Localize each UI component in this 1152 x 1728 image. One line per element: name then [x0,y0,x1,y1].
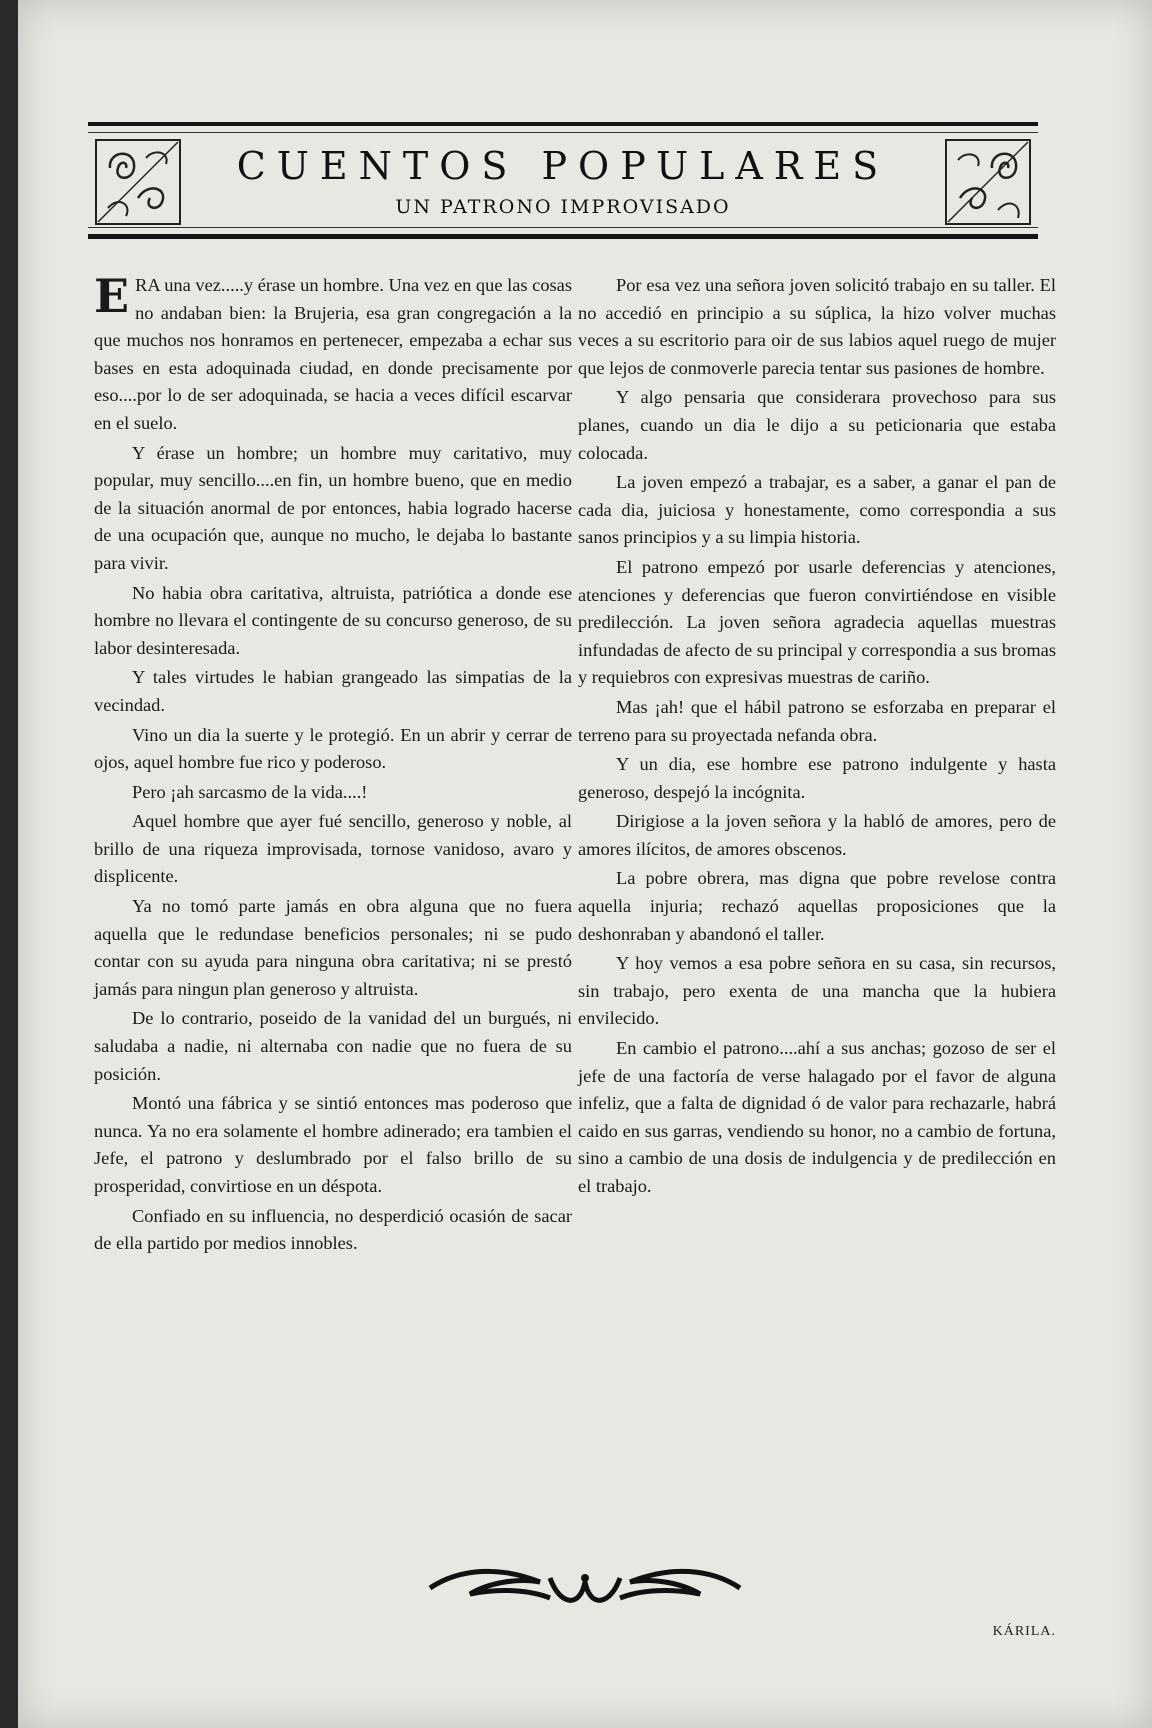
magazine-page [18,0,1152,1728]
paragraph [94,269,572,438]
paragraph: Y tales virtudes le habian grangeado las simpatias de la vecindad. [94,667,572,715]
article-subtitle: UN PATRONO IMPROVISADO [395,196,731,218]
paragraph-text: RA una vez.....y érase un hombre. Una vez en que las cosas no andaban bien: la Brujeria, esa gran congregación a la que muchos nos honramos en pertenecer, empezaba a echar sus bases en esta adoquinada ciudad, en donde precisamente por eso....por lo de ser adoquinada, se hacia a veces difícil escarvar en el suelo. [94,275,572,433]
article-column-right [578,272,1056,1203]
article-column-left [94,269,572,1260]
paragraph: En cambio el patrono....ahí a sus anchas; gozoso de ser el jefe de una factoría de verse halagado por el favor de alguna infeliz, que a falta de dignidad ó de valor para rechazarle, habrá caido en sus garras, vendiendo su honor, no a cambio de fortuna, sino a cambio de una dosis de indulgencia y de predilección en el trabajo. [578,1038,1056,1196]
paragraph: Pero ¡ah sarcasmo de la vida....! [132,781,368,802]
article-header [88,122,1038,239]
author-signature: KÁRILA. [992,1624,1056,1639]
paragraph: De lo contrario, poseido de la vanidad del un burgués, ni saludaba a nadie, ni alternaba con nadie que no fuera de su posición. [94,1008,572,1084]
paragraph: Montó una fábrica y se sintió entonces mas poderoso que nunca. Ya no era solamente el hombre adinerado; era tambien el Jefe, el patrono y deslumbrado por el falso brillo de su prosperidad, convirtiose en un déspota. [94,1093,572,1196]
paragraph: La joven empezó a trabajar, es a saber, a ganar el pan de cada dia, juiciosa y honestamente, como correspondia a sus sanos principios y a su limpia historia. [578,472,1056,548]
header-rule-bottom [88,227,1038,228]
header-rule-top [88,132,1038,133]
floral-ornament-right-icon [938,138,1038,228]
page-title: CUENTOS POPULARES [236,144,890,188]
floral-ornament-left-icon [88,138,188,228]
paragraph: Y hoy vemos a esa pobre señora en su casa, sin recursos, sin trabajo, pero exenta de una mancha que la hubiera envilecido. [578,953,1056,1029]
paragraph: Mas ¡ah! que el hábil patrono se esforzaba en preparar el terreno para su proyectada nefanda obra. [578,696,1056,745]
paragraph: Y algo pensaria que considerara provechoso para sus planes, cuando un dia le dijo a su peticionaria que estaba colocada. [578,387,1056,463]
drop-cap: E [94,269,130,323]
paragraph: Y érase un hombre; un hombre muy caritativo, muy popular, muy sencillo....en fin, un hombre bueno, que en medio de la situación anormal de por entonces, habia logrado hacerse de una ocupación que, aunque no mucho, le dejaba lo bastante para vivir. [94,442,572,573]
paragraph: Vino un dia la suerte y le protegió. En un abrir y cerrar de ojos, aquel hombre fue rico y poderoso. [94,724,572,773]
paragraph: No habia obra caritativa, altruista, patriótica a donde ese hombre no llevara el contingente de su concurso generoso, de su labor desinteresada. [94,582,572,658]
paragraph: Dirigiose a la joven señora y la habló de amores, pero de amores ilícitos, de amores obscenos. [578,811,1056,859]
scroll-ornament-icon [420,1548,750,1618]
paragraph: Confiado en su influencia, no desperdició ocasión de sacar de ella partido por medios innobles. [94,1205,572,1254]
paragraph: Por esa vez una señora joven solicitó trabajo en su taller. El no accedió en principio a su súplica, la hizo volver muchas veces a su escritorio para oir de sus labios aquel ruego de mujer que lejos de conmoverle parecia tentar sus pasiones de hombre. [578,275,1056,378]
paragraph: Ya no tomó parte jamás en obra alguna que no fuera aquella que le redundase beneficios personales; ni se pudo contar con su ayuda para ninguna obra caritativa; ni se prestó jamás para ningun plan generoso y altruista. [94,896,572,999]
paragraph: Y un dia, ese hombre ese patrono indulgente y hasta generoso, despejó la incógnita. [578,754,1056,802]
paragraph: El patrono empezó por usarle deferencias y atenciones, atenciones y deferencias que fueron convirtiéndose en visible predilección. La joven señora agradecia aquellas muestras infundadas de afecto de su principal y correspondia a sus bromas y requiebros con expresivas muestras de cariño. [578,556,1057,688]
paragraph: La pobre obrera, mas digna que pobre revelose contra aquella injuria; rechazó aquellas proposiciones que la deshonraban y abandonó el taller. [578,868,1056,944]
paragraph: Aquel hombre que ayer fué sencillo, generoso y noble, al brillo de una riqueza improvisada, tornose vanidoso, avaro y displicente. [94,811,572,887]
